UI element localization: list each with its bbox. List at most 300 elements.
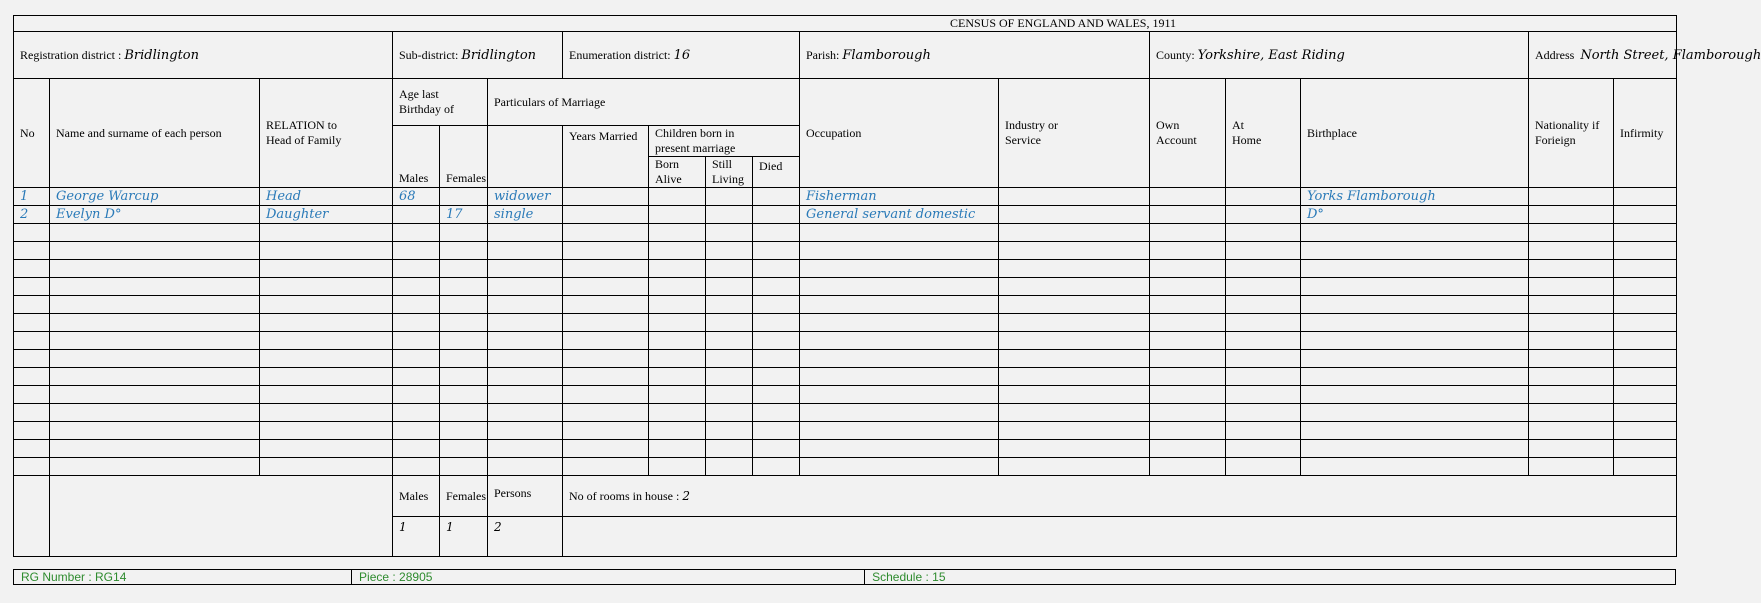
totals-persons: 2 (488, 517, 563, 557)
col-condition (488, 126, 563, 188)
rooms-value: 2 (682, 488, 690, 503)
cell-died (753, 422, 800, 440)
cell-died (753, 188, 800, 206)
cell-birthplace (1301, 332, 1529, 350)
cell-females (440, 422, 488, 440)
cell-died (753, 332, 800, 350)
cell-nationality (1529, 332, 1614, 350)
cell-no (14, 296, 50, 314)
cell-relation: Head (260, 188, 393, 206)
cell-relation (260, 386, 393, 404)
cell-males (393, 422, 440, 440)
cell-name (50, 350, 260, 368)
cell-occupation: Fisherman (800, 188, 999, 206)
cell-industry (999, 206, 1150, 224)
cell-females (440, 296, 488, 314)
cell-name (50, 314, 260, 332)
cell-name (50, 440, 260, 458)
cell-females (440, 350, 488, 368)
rooms-cell (563, 476, 1677, 517)
cell-infirmity (1614, 278, 1677, 296)
cell-birthplace (1301, 386, 1529, 404)
cell-born-alive (649, 458, 706, 476)
cell-condition (488, 278, 563, 296)
cell-died (753, 368, 800, 386)
cell-died (753, 278, 800, 296)
col-marriage: Particulars of Marriage (488, 79, 800, 126)
cell-infirmity (1614, 422, 1677, 440)
cell-born-alive (649, 386, 706, 404)
cell-years (563, 386, 649, 404)
cell-relation (260, 368, 393, 386)
table-row (14, 404, 1677, 422)
cell-no (14, 386, 50, 404)
cell-name: Evelyn D° (50, 206, 260, 224)
cell-birthplace (1301, 458, 1529, 476)
cell-name (50, 278, 260, 296)
cell-occupation (800, 260, 999, 278)
totals-persons-label: Persons (488, 476, 563, 517)
cell-occupation (800, 296, 999, 314)
cell-condition (488, 350, 563, 368)
cell-name (50, 404, 260, 422)
cell-nationality (1529, 458, 1614, 476)
cell-condition (488, 368, 563, 386)
cell-infirmity (1614, 332, 1677, 350)
cell-relation (260, 404, 393, 422)
cell-females (440, 386, 488, 404)
cell-own-account (1150, 386, 1226, 404)
cell-industry (999, 260, 1150, 278)
cell-relation (260, 350, 393, 368)
cell-years (563, 296, 649, 314)
cell-birthplace (1301, 350, 1529, 368)
table-row (14, 314, 1677, 332)
col-occupation: Occupation (800, 79, 999, 188)
cell-born-alive (649, 206, 706, 224)
parish-value: Flamborough (842, 47, 931, 63)
cell-industry (999, 332, 1150, 350)
cell-years (563, 278, 649, 296)
census-table (13, 15, 1761, 557)
cell-occupation (800, 404, 999, 422)
totals-females-label: Females (440, 476, 488, 517)
cell-condition: single (488, 206, 563, 224)
cell-at-home (1226, 404, 1301, 422)
cell-relation (260, 422, 393, 440)
cell-males (393, 386, 440, 404)
col-years-married: Years Married (563, 126, 649, 188)
cell-relation: Daughter (260, 206, 393, 224)
cell-condition (488, 260, 563, 278)
cell-born-alive (649, 368, 706, 386)
cell-birthplace (1301, 440, 1529, 458)
subdistrict-value: Bridlington (461, 47, 537, 63)
totals-males: 1 (393, 517, 440, 557)
cell-years (563, 242, 649, 260)
cell-birthplace (1301, 242, 1529, 260)
cell-relation (260, 332, 393, 350)
cell-occupation (800, 386, 999, 404)
cell-no (14, 314, 50, 332)
parish-label: Parish: (806, 47, 840, 62)
cell-years (563, 206, 649, 224)
table-row (14, 332, 1677, 350)
cell-birthplace (1301, 260, 1529, 278)
cell-years (563, 224, 649, 242)
enumeration-district-value: 16 (673, 47, 691, 63)
cell-no (14, 332, 50, 350)
cell-infirmity (1614, 206, 1677, 224)
col-at-home: At Home (1226, 79, 1301, 188)
cell-no (14, 278, 50, 296)
registration-district-label: Registration district : (20, 47, 122, 62)
cell-years (563, 260, 649, 278)
cell-industry (999, 458, 1150, 476)
cell-nationality (1529, 206, 1614, 224)
cell-females (440, 242, 488, 260)
cell-nationality (1529, 224, 1614, 242)
cell-still-living (706, 440, 753, 458)
cell-still-living (706, 458, 753, 476)
cell-at-home (1226, 224, 1301, 242)
cell-no (14, 368, 50, 386)
cell-own-account (1150, 260, 1226, 278)
cell-females: 17 (440, 206, 488, 224)
registration-district-cell (14, 32, 393, 79)
cell-still-living (706, 260, 753, 278)
schedule-number: Schedule : 15 (865, 570, 1676, 585)
cell-at-home (1226, 278, 1301, 296)
cell-infirmity (1614, 386, 1677, 404)
rg-number: RG Number : RG14 (14, 570, 352, 585)
cell-died (753, 458, 800, 476)
cell-infirmity (1614, 440, 1677, 458)
cell-own-account (1150, 314, 1226, 332)
cell-died (753, 296, 800, 314)
cell-died (753, 224, 800, 242)
cell-condition (488, 386, 563, 404)
enumeration-district-label: Enumeration district: (569, 47, 671, 62)
totals-males-label: Males (393, 476, 440, 517)
parish-cell (800, 32, 1150, 79)
cell-females (440, 368, 488, 386)
cell-males (393, 440, 440, 458)
cell-males (393, 368, 440, 386)
cell-born-alive (649, 350, 706, 368)
col-birthplace: Birthplace (1301, 79, 1529, 188)
cell-infirmity (1614, 188, 1677, 206)
table-row (14, 386, 1677, 404)
cell-died (753, 314, 800, 332)
cell-infirmity (1614, 296, 1677, 314)
cell-born-alive (649, 404, 706, 422)
cell-females (440, 458, 488, 476)
cell-born-alive (649, 278, 706, 296)
cell-females (440, 224, 488, 242)
cell-no (14, 458, 50, 476)
cell-born-alive (649, 422, 706, 440)
census-form (13, 15, 1761, 557)
cell-males (393, 260, 440, 278)
cell-still-living (706, 278, 753, 296)
cell-nationality (1529, 386, 1614, 404)
cell-born-alive (649, 440, 706, 458)
cell-relation (260, 278, 393, 296)
cell-at-home (1226, 296, 1301, 314)
table-row (14, 278, 1677, 296)
cell-nationality (1529, 188, 1614, 206)
cell-born-alive (649, 242, 706, 260)
cell-males (393, 206, 440, 224)
cell-own-account (1150, 188, 1226, 206)
cell-born-alive (649, 314, 706, 332)
cell-name (50, 332, 260, 350)
county-value: Yorkshire, East Riding (1197, 47, 1345, 63)
cell-birthplace: D° (1301, 206, 1529, 224)
cell-infirmity (1614, 350, 1677, 368)
col-died: Died (753, 157, 800, 188)
cell-still-living (706, 242, 753, 260)
cell-relation (260, 458, 393, 476)
col-age: Age last Birthday of (393, 79, 488, 126)
table-row (14, 440, 1677, 458)
cell-no (14, 440, 50, 458)
cell-own-account (1150, 458, 1226, 476)
cell-own-account (1150, 368, 1226, 386)
cell-infirmity (1614, 224, 1677, 242)
cell-born-alive (649, 224, 706, 242)
cell-name (50, 458, 260, 476)
cell-own-account (1150, 350, 1226, 368)
cell-birthplace (1301, 314, 1529, 332)
cell-name (50, 422, 260, 440)
cell-industry (999, 242, 1150, 260)
cell-infirmity (1614, 260, 1677, 278)
cell-condition (488, 332, 563, 350)
cell-name (50, 242, 260, 260)
registration-district-value: Bridlington (124, 47, 200, 63)
table-row (14, 458, 1677, 476)
cell-still-living (706, 404, 753, 422)
cell-own-account (1150, 332, 1226, 350)
cell-condition (488, 422, 563, 440)
address-value: North Street, Flamborough (1580, 47, 1761, 63)
cell-birthplace: Yorks Flamborough (1301, 188, 1529, 206)
cell-years (563, 350, 649, 368)
cell-still-living (706, 350, 753, 368)
cell-occupation (800, 278, 999, 296)
cell-nationality (1529, 314, 1614, 332)
cell-no (14, 242, 50, 260)
cell-years (563, 404, 649, 422)
col-males: Males (393, 126, 440, 188)
col-infirmity: Infirmity (1614, 79, 1677, 188)
cell-infirmity (1614, 458, 1677, 476)
table-row (14, 242, 1677, 260)
cell-condition (488, 296, 563, 314)
cell-females (440, 404, 488, 422)
form-title: CENSUS OF ENGLAND AND WALES, 1911 (14, 16, 1677, 32)
cell-industry (999, 422, 1150, 440)
cell-own-account (1150, 278, 1226, 296)
cell-nationality (1529, 440, 1614, 458)
cell-nationality (1529, 350, 1614, 368)
table-row (14, 260, 1677, 278)
cell-females (440, 332, 488, 350)
cell-infirmity (1614, 314, 1677, 332)
subdistrict-cell (393, 32, 563, 79)
cell-occupation (800, 314, 999, 332)
county-cell (1150, 32, 1529, 79)
cell-no (14, 422, 50, 440)
cell-born-alive (649, 332, 706, 350)
address-label: Address (1535, 47, 1575, 62)
cell-infirmity (1614, 404, 1677, 422)
cell-name (50, 368, 260, 386)
cell-birthplace (1301, 368, 1529, 386)
piece-number: Piece : 28905 (352, 570, 865, 585)
cell-at-home (1226, 332, 1301, 350)
cell-still-living (706, 296, 753, 314)
cell-at-home (1226, 440, 1301, 458)
cell-industry (999, 368, 1150, 386)
cell-relation (260, 224, 393, 242)
cell-name (50, 260, 260, 278)
cell-own-account (1150, 422, 1226, 440)
cell-at-home (1226, 368, 1301, 386)
cell-males (393, 242, 440, 260)
cell-born-alive (649, 296, 706, 314)
cell-years (563, 332, 649, 350)
cell-years (563, 440, 649, 458)
cell-still-living (706, 332, 753, 350)
cell-females (440, 314, 488, 332)
cell-industry (999, 314, 1150, 332)
cell-years (563, 368, 649, 386)
cell-still-living (706, 314, 753, 332)
cell-birthplace (1301, 404, 1529, 422)
col-own-account: Own Account (1150, 79, 1226, 188)
cell-own-account (1150, 296, 1226, 314)
cell-condition: widower (488, 188, 563, 206)
cell-males: 68 (393, 188, 440, 206)
cell-nationality (1529, 296, 1614, 314)
cell-at-home (1226, 422, 1301, 440)
cell-males (393, 278, 440, 296)
col-born-alive: Born Alive (649, 157, 706, 188)
cell-own-account (1150, 404, 1226, 422)
address-cell (1529, 32, 1761, 79)
col-nationality: Nationality if Forieign (1529, 79, 1614, 188)
county-label: County: (1156, 47, 1195, 62)
cell-at-home (1226, 386, 1301, 404)
cell-females (440, 278, 488, 296)
cell-at-home (1226, 206, 1301, 224)
enumeration-district-cell (563, 32, 800, 79)
cell-died (753, 206, 800, 224)
cell-males (393, 296, 440, 314)
cell-own-account (1150, 224, 1226, 242)
cell-still-living (706, 224, 753, 242)
cell-no (14, 260, 50, 278)
cell-at-home (1226, 350, 1301, 368)
cell-females (440, 260, 488, 278)
cell-died (753, 350, 800, 368)
cell-occupation (800, 422, 999, 440)
cell-males (393, 404, 440, 422)
cell-still-living (706, 422, 753, 440)
cell-nationality (1529, 404, 1614, 422)
cell-occupation (800, 458, 999, 476)
cell-relation (260, 314, 393, 332)
cell-nationality (1529, 242, 1614, 260)
cell-occupation (800, 332, 999, 350)
cell-birthplace (1301, 224, 1529, 242)
col-industry: Industry or Service (999, 79, 1150, 188)
cell-still-living (706, 368, 753, 386)
cell-at-home (1226, 260, 1301, 278)
table-row (14, 368, 1677, 386)
col-name: Name and surname of each person (50, 79, 260, 188)
cell-nationality (1529, 422, 1614, 440)
totals-blank-right (563, 517, 1677, 557)
subdistrict-label: Sub-district: (399, 47, 459, 62)
cell-relation (260, 440, 393, 458)
cell-males (393, 350, 440, 368)
cell-years (563, 422, 649, 440)
cell-birthplace (1301, 296, 1529, 314)
cell-infirmity (1614, 368, 1677, 386)
cell-condition (488, 314, 563, 332)
cell-name: George Warcup (50, 188, 260, 206)
cell-nationality (1529, 260, 1614, 278)
cell-own-account (1150, 440, 1226, 458)
table-row (14, 422, 1677, 440)
col-still-living: Still Living (706, 157, 753, 188)
cell-industry (999, 224, 1150, 242)
cell-condition (488, 458, 563, 476)
cell-industry (999, 188, 1150, 206)
cell-died (753, 386, 800, 404)
cell-industry (999, 278, 1150, 296)
cell-born-alive (649, 188, 706, 206)
cell-relation (260, 242, 393, 260)
cell-industry (999, 296, 1150, 314)
cell-occupation (800, 440, 999, 458)
cell-males (393, 332, 440, 350)
cell-no (14, 350, 50, 368)
cell-name (50, 296, 260, 314)
table-row (14, 350, 1677, 368)
cell-name (50, 224, 260, 242)
cell-still-living (706, 188, 753, 206)
cell-females (440, 188, 488, 206)
table-row (14, 296, 1677, 314)
cell-industry (999, 386, 1150, 404)
totals-blank (14, 476, 50, 557)
cell-occupation (800, 350, 999, 368)
cell-occupation (800, 224, 999, 242)
cell-no (14, 224, 50, 242)
cell-name (50, 386, 260, 404)
cell-died (753, 404, 800, 422)
cell-died (753, 242, 800, 260)
totals-females: 1 (440, 517, 488, 557)
col-no: No (14, 79, 50, 188)
cell-males (393, 224, 440, 242)
col-children: Children born in present marriage (649, 126, 800, 157)
